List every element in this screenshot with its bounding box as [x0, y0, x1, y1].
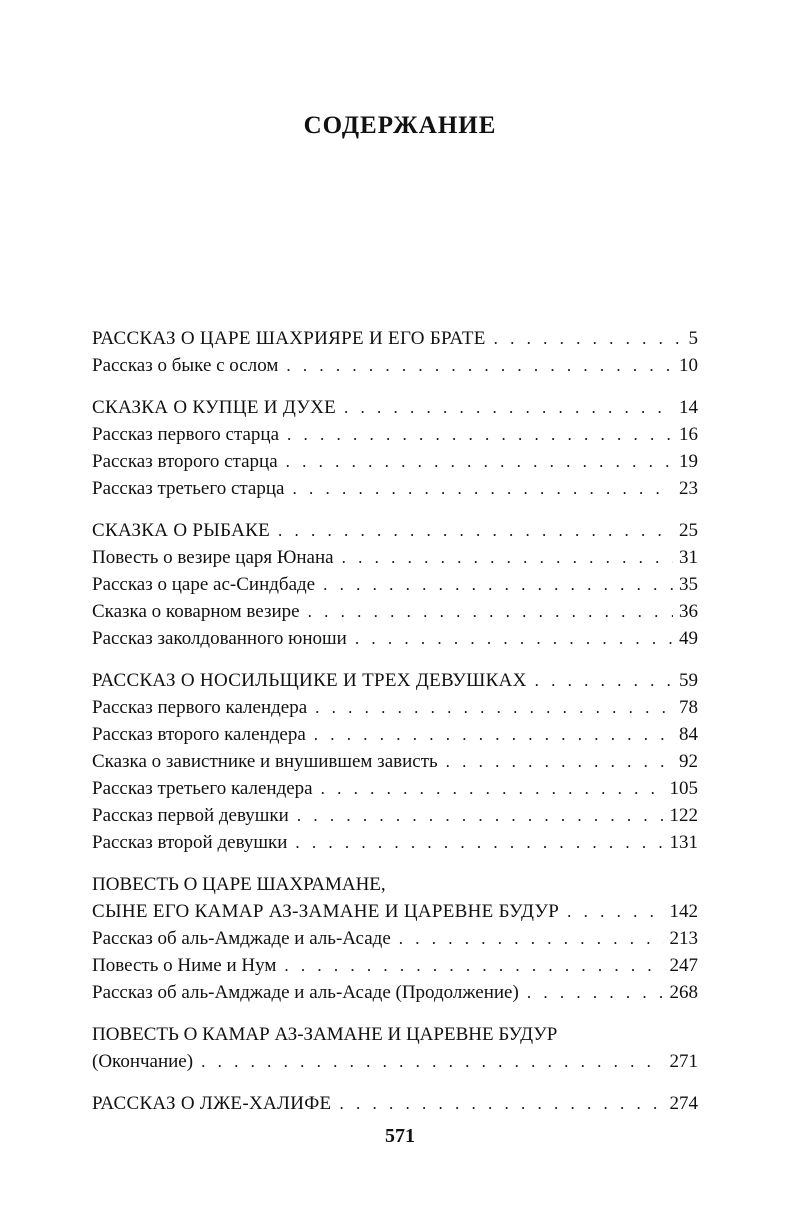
- toc-entry-page: 49: [679, 628, 698, 649]
- toc-entry-page: 213: [669, 928, 698, 949]
- page-title: СОДЕРЖАНИЕ: [303, 112, 497, 139]
- toc-entry-page: 59: [679, 670, 698, 691]
- dot-leader: [321, 775, 664, 802]
- toc-entry: [92, 721, 698, 748]
- toc-entry: [92, 775, 698, 802]
- toc-entry-page: 142: [669, 901, 698, 922]
- toc-section: [92, 325, 698, 379]
- toc-entry: [92, 898, 698, 925]
- toc-entry-page: 16: [679, 424, 698, 445]
- toc-entry-page: 25: [679, 520, 698, 541]
- toc-entry-title: Рассказ о царе ас-Синдбаде: [92, 574, 316, 595]
- toc-entry: [92, 667, 698, 694]
- dot-leader: [315, 694, 673, 721]
- dot-leader: [287, 421, 673, 448]
- dot-leader: [308, 598, 673, 625]
- toc-entry-page: 23: [679, 478, 698, 499]
- toc-entry-title: СЫНЕ ЕГО КАМАР АЗ-ЗАМАНЕ И ЦАРЕВНЕ БУДУР: [92, 901, 560, 922]
- toc-entry-page: 271: [669, 1051, 698, 1072]
- toc-section: [92, 667, 698, 856]
- toc-entry-page: 14: [679, 397, 698, 418]
- toc-entry-page: 131: [669, 832, 698, 853]
- toc-entry: [92, 1048, 698, 1075]
- toc-entry-page: 122: [669, 805, 698, 826]
- toc-entry-title: Рассказ второй девушки: [92, 832, 288, 853]
- toc-entry-page: 19: [679, 451, 698, 472]
- toc-entry-title: РАССКАЗ О ЛЖЕ-ХАЛИФЕ: [92, 1093, 332, 1114]
- dot-leader: [286, 352, 673, 379]
- toc-entry-title: Повесть о везире царя Юнана: [92, 547, 334, 568]
- toc-section: [92, 871, 698, 1006]
- toc-entry: [92, 748, 698, 775]
- dot-leader: [278, 517, 673, 544]
- toc-entry: [92, 394, 698, 421]
- dot-leader: [355, 625, 673, 652]
- toc-entry: [92, 952, 698, 979]
- toc-entry: [92, 448, 698, 475]
- dot-leader: [567, 898, 663, 925]
- dot-leader: [342, 544, 673, 571]
- toc-entry-page: 274: [669, 1093, 698, 1114]
- toc-entry-page: 35: [679, 574, 698, 595]
- dot-leader: [446, 748, 673, 775]
- dot-leader: [284, 952, 663, 979]
- toc-entry: [92, 421, 698, 448]
- toc-entry-title: Сказка о завистнике и внушившем зависть: [92, 751, 438, 772]
- toc-entry-title: Сказка о коварном везире: [92, 601, 300, 622]
- toc-entry-title: РАССКАЗ О ЦАРЕ ШАХРИЯРЕ И ЕГО БРАТЕ: [92, 328, 486, 349]
- dot-leader: [314, 721, 673, 748]
- toc-entry-title: Рассказ третьего старца: [92, 478, 285, 499]
- toc-entry: [92, 1090, 698, 1117]
- dot-leader: [494, 325, 683, 352]
- toc-entry-page: 36: [679, 601, 698, 622]
- toc-section: [92, 1090, 698, 1117]
- toc-entry-title: Рассказ об аль-Амджаде и аль-Асаде: [92, 928, 391, 949]
- toc-entry-page: 105: [669, 778, 698, 799]
- toc-entry-page: 92: [679, 751, 698, 772]
- table-of-contents: [92, 325, 698, 1132]
- toc-entry: [92, 517, 698, 544]
- dot-leader: [201, 1048, 663, 1075]
- toc-entry-page: 268: [669, 982, 698, 1003]
- toc-entry: [92, 625, 698, 652]
- dot-leader: [344, 394, 673, 421]
- toc-entry-title: Рассказ второго календера: [92, 724, 306, 745]
- toc-section: [92, 394, 698, 502]
- dot-leader: [339, 1090, 663, 1117]
- toc-entry-title: Рассказ первого календера: [92, 697, 308, 718]
- toc-entry-page: 78: [679, 697, 698, 718]
- toc-entry-title: СКАЗКА О РЫБАКЕ: [92, 520, 271, 541]
- toc-entry-title: Рассказ первой девушки: [92, 805, 289, 826]
- toc-entry-page: 10: [679, 355, 698, 376]
- toc-entry: [92, 544, 698, 571]
- toc-heading-line: ПОВЕСТЬ О КАМАР АЗ-ЗАМАНЕ И ЦАРЕВНЕ БУДУР: [92, 1024, 558, 1045]
- toc-section: [92, 517, 698, 652]
- toc-entry-title: Рассказ об аль-Амджаде и аль-Асаде (Продолжение): [92, 982, 519, 1003]
- toc-entry-page: 31: [679, 547, 698, 568]
- toc-entry-title: Рассказ второго старца: [92, 451, 278, 472]
- toc-heading-line: ПОВЕСТЬ О ЦАРЕ ШАХРАМАНЕ,: [92, 874, 386, 895]
- toc-entry: [92, 979, 698, 1006]
- toc-entry: [92, 571, 698, 598]
- dot-leader: [286, 448, 673, 475]
- toc-entry-title: СКАЗКА О КУПЦЕ И ДУХЕ: [92, 397, 337, 418]
- toc-entry: [92, 829, 698, 856]
- toc-entry-title: Рассказ третьего календера: [92, 778, 313, 799]
- toc-entry-page: 84: [679, 724, 698, 745]
- toc-entry: [92, 475, 698, 502]
- dot-leader: [399, 925, 664, 952]
- toc-entry: [92, 598, 698, 625]
- dot-leader: [527, 979, 664, 1006]
- toc-entry: [92, 925, 698, 952]
- toc-entry-title: Рассказ первого старца: [92, 424, 280, 445]
- toc-entry-page: 5: [688, 328, 698, 349]
- dot-leader: [535, 667, 673, 694]
- toc-entry: [92, 325, 698, 352]
- dot-leader: [292, 475, 673, 502]
- toc-entry-title: Рассказ заколдованного юноши: [92, 628, 347, 649]
- toc-entry-title: Повесть о Ниме и Нум: [92, 955, 277, 976]
- toc-entry: [92, 802, 698, 829]
- page-number: 571: [385, 1125, 415, 1147]
- dot-leader: [297, 802, 664, 829]
- toc-entry-title: Рассказ о быке с ослом: [92, 355, 279, 376]
- toc-section: [92, 1021, 698, 1075]
- toc-entry: [92, 352, 698, 379]
- dot-leader: [295, 829, 663, 856]
- toc-entry: [92, 694, 698, 721]
- toc-entry-title: РАССКАЗ О НОСИЛЬЩИКЕ И ТРЕХ ДЕВУШКАХ: [92, 670, 527, 691]
- toc-entry-page: 247: [669, 955, 698, 976]
- dot-leader: [323, 571, 673, 598]
- toc-entry-title: (Окончание): [92, 1051, 194, 1072]
